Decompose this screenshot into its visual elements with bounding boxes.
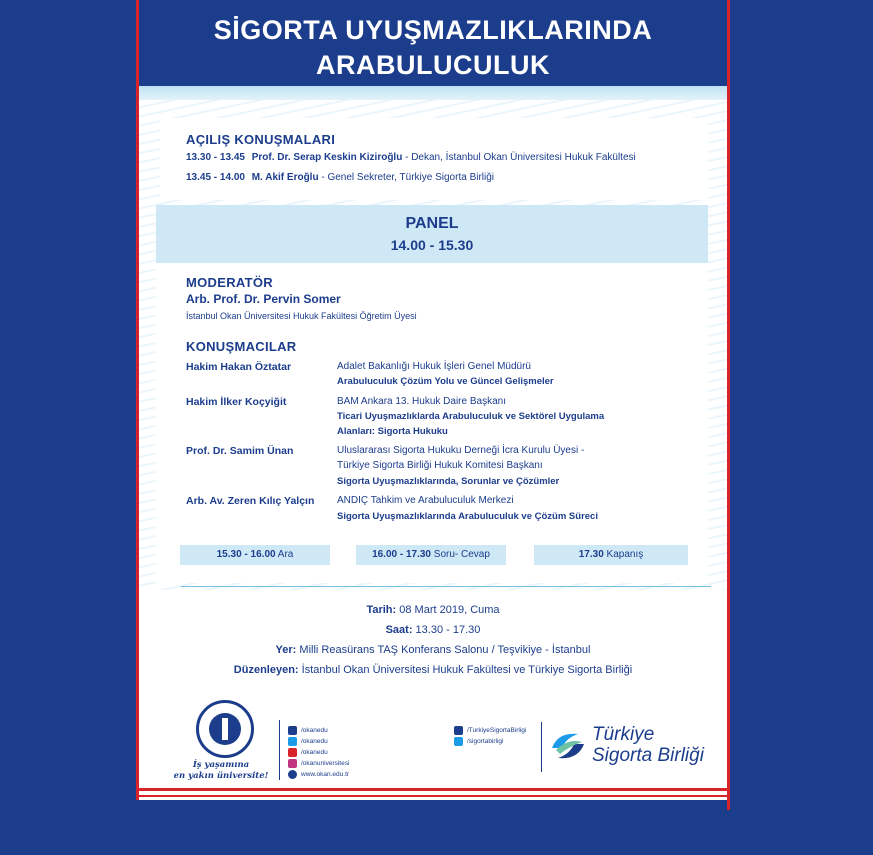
opening-item <box>186 172 494 183</box>
okan-slogan-2: en yakın üniversite! <box>173 771 269 781</box>
footer-red-line <box>136 795 730 797</box>
opening-speaker: Prof. Dr. Serap Keskin Kiziroğlu <box>251 152 403 163</box>
poster-border-left <box>136 0 139 800</box>
speaker-role: BAM Ankara 13. Hukuk Daire Başkanı <box>337 396 506 407</box>
schedule-label: Kapanış <box>603 549 644 560</box>
speaker-role: Uluslararası Sigorta Hukuku Derneği İcra Kurulu Üyesi - <box>337 445 585 456</box>
okan-social-instagram[interactable] <box>288 759 349 768</box>
speaker-role: Adalet Bakanlığı Hukuk İşleri Genel Müdürü <box>337 361 531 372</box>
footer-divider <box>279 720 280 780</box>
twitter-icon <box>454 737 463 746</box>
schedule-time: 15.30 - 16.00 <box>216 549 276 560</box>
moderator-name: Arb. Prof. Dr. Pervin Somer <box>186 292 341 306</box>
opening-time: 13.45 - 14.00 <box>186 172 245 183</box>
okan-social-twitter[interactable] <box>288 737 328 746</box>
panel-details <box>156 263 708 583</box>
speaker-role: ANDIÇ Tahkim ve Arabuluculuk Merkezi <box>337 495 514 506</box>
opening-title: AÇILIŞ KONUŞMALARI <box>186 132 336 147</box>
speaker-role: Türkiye Sigorta Birliği Hukuk Komitesi Başkanı <box>337 460 543 471</box>
youtube-icon <box>288 748 297 757</box>
okan-social-web[interactable] <box>288 770 349 779</box>
panel-band <box>156 205 708 263</box>
hour-label: Saat: <box>385 624 413 636</box>
date-value: 08 Mart 2019, Cuma <box>396 604 500 616</box>
speaker-name: Hakim Hakan Öztatar <box>186 361 292 373</box>
speaker-name: Hakim İlker Koçyiğit <box>186 396 287 408</box>
footer-red-line <box>136 788 730 791</box>
opening-time: 13.30 - 13.45 <box>186 152 245 163</box>
opening-speaker: M. Akif Eroğlu <box>251 172 319 183</box>
date-label: Tarih: <box>366 604 397 616</box>
speaker-topic: Sigorta Uyuşmazlıklarında, Sorunlar ve Çözümler <box>337 476 560 487</box>
panel-title: PANEL <box>405 215 459 232</box>
social-handle: /TurkiyeSigortaBirligi <box>467 727 527 735</box>
event-date <box>136 604 730 616</box>
speaker-name: Prof. Dr. Samim Ünan <box>186 445 294 457</box>
hour-value: 13.30 - 17.30 <box>412 624 481 636</box>
facebook-icon <box>288 726 297 735</box>
speaker-name: Arb. Av. Zeren Kılıç Yalçın <box>186 495 315 507</box>
schedule-label: Soru- Cevap <box>431 549 490 560</box>
organizer-label: Düzenleyen: <box>233 664 299 676</box>
opening-role: - Genel Sekreter, Türkiye Sigorta Birliği <box>318 172 495 183</box>
opening-role: - Dekan, İstanbul Okan Üniversitesi Hukuk Fakültesi <box>402 152 636 163</box>
instagram-icon <box>288 759 297 768</box>
speaker-topic: Sigorta Uyuşmazlıklarında Arabuluculuk ve Çözüm Süreci <box>337 511 598 522</box>
tsb-name-2: Sigorta Birliği <box>592 745 704 766</box>
social-handle: /okanedu <box>301 727 328 735</box>
event-place <box>136 644 730 656</box>
panel-time: 14.00 - 15.30 <box>390 237 474 253</box>
web-icon <box>288 770 297 779</box>
event-organizer <box>136 664 730 676</box>
moderator-title: MODERATÖR <box>186 275 273 290</box>
schedule-label: Ara <box>275 549 294 560</box>
okan-social-youtube[interactable] <box>288 748 328 757</box>
tsb-logo-icon <box>548 728 588 764</box>
poster-border-right <box>727 0 730 810</box>
speaker-topic: Ticari Uyuşmazlıklarda Arabuluculuk ve Sektörel Uygulama <box>337 411 605 422</box>
speaker-topic: Arabuluculuk Çözüm Yolu ve Güncel Gelişmeler <box>337 376 554 387</box>
twitter-icon <box>288 737 297 746</box>
schedule-qa <box>356 545 506 565</box>
schedule-break <box>180 545 330 565</box>
schedule-time: 16.00 - 17.30 <box>372 549 431 560</box>
tsb-name-1: Türkiye <box>592 724 655 745</box>
speaker-topic: Alanları: Sigorta Hukuku <box>337 426 448 437</box>
social-handle: /sigortabirligi <box>467 738 504 746</box>
footer-divider <box>541 722 542 772</box>
tsb-social-twitter[interactable] <box>454 737 504 746</box>
social-handle: /okanedu <box>301 749 328 757</box>
okan-social-facebook[interactable] <box>288 726 328 735</box>
event-poster <box>136 0 730 800</box>
place-label: Yer: <box>275 644 297 656</box>
opening-section <box>160 118 708 200</box>
title-line-1: SİGORTA UYUŞMAZLIKLARINDA <box>213 15 653 45</box>
moderator-role: İstanbul Okan Üniversitesi Hukuk Fakültesi Öğretim Üyesi <box>186 311 417 321</box>
title-line-2: ARABULUCULUK <box>316 50 550 80</box>
social-handle: /okanuniversitesi <box>301 760 350 768</box>
poster-header <box>136 0 730 92</box>
place-value: Milli Reasürans TAŞ Konferans Salonu / Teşvikiye - İstanbul <box>296 644 591 656</box>
opening-item <box>186 152 636 163</box>
social-handle: /okanedu <box>301 738 328 746</box>
tsb-social-facebook[interactable] <box>454 726 526 735</box>
social-handle: www.okan.edu.tr <box>301 771 350 779</box>
organizer-value: İstanbul Okan Üniversitesi Hukuk Fakültesi ve Türkiye Sigorta Birliği <box>298 664 633 676</box>
header-swoosh <box>136 86 730 100</box>
schedule-closing <box>534 545 688 565</box>
schedule-time: 17.30 <box>578 549 604 560</box>
speakers-title: KONUŞMACILAR <box>186 339 297 354</box>
okan-slogan-1: İş yaşamına <box>192 760 250 770</box>
okan-university-logo <box>196 700 254 758</box>
divider <box>181 586 711 587</box>
event-hour <box>136 624 730 636</box>
facebook-icon <box>454 726 463 735</box>
